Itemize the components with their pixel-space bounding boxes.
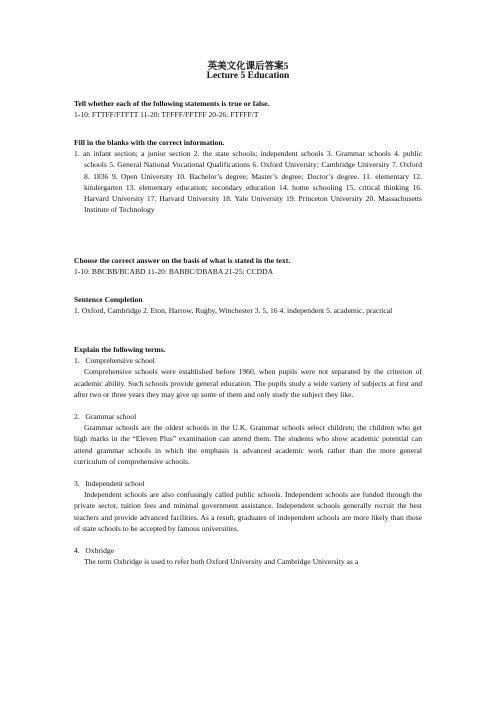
term-item bbox=[74, 478, 422, 534]
section-fill-blanks bbox=[74, 137, 422, 215]
term-title: 2. Grammar school bbox=[74, 412, 137, 422]
section-heading: Explain the following terms. bbox=[74, 345, 166, 354]
term-definition: Comprehensive schools were established before 1960, when pupils were not separated by the criterion of academic ability. Such schools provide general education. The pupils study a wide variety of subjects at first and after two or three years they may give up some of them and only study the subject they like. bbox=[74, 367, 422, 399]
section-explain-terms bbox=[74, 344, 422, 567]
term-definition: Independent schools are also confusingly called public schools. Independent schools are funded through the private sector, tuition fees and minimal government assistance. Independent schools generally recruit the best teachers and provide advanced facilities. As a result, graduates of independent schools are more likely than those of state schools to be accepted by famous universities. bbox=[74, 490, 422, 533]
section-sentence-completion bbox=[74, 294, 422, 316]
section-true-false bbox=[74, 98, 422, 120]
term-item bbox=[74, 545, 422, 567]
term-item bbox=[74, 411, 422, 467]
section-heading: Choose the correct answer on the basis of what is stated in the text. bbox=[74, 256, 291, 265]
document-title: Lecture 5 Education bbox=[206, 71, 290, 81]
answer-text: 1-10: FTTFF/FTFTT 11-20: TFFFF/FFTFF 20-26: FTFFF/T bbox=[74, 110, 259, 120]
answer-text: 1. an infant section; a junior section 2. the state schools; independent schools 3. Grammar schools 4. public schools 5. General National Vocational Qualifications 6. Oxford University; Cambridge University 7. Oxford 8. 1836 9. Open University 10. Bachelor’s degree; Master’s degree; Doctor’s degree. 11. elementary 12. kindergarten 13. elementary education; secondary education 14. home schooling 15. critical thinking 16. Harvard University 17. Harvard University 18. Yale University 19. Princeton University 20. Massachusetts Institute of Technology bbox=[74, 149, 422, 215]
term-item bbox=[74, 355, 422, 400]
section-multiple-choice bbox=[74, 255, 422, 277]
term-title: 1. Comprehensive school bbox=[74, 356, 155, 366]
document-title-chinese: 英美文化课后答案5 bbox=[207, 62, 289, 72]
term-title: 4. Oxbridge bbox=[74, 546, 115, 556]
answer-text: 1-10: BBCBB/BCABD 11-20: BABBC/DBABA 21-25: CCDDA bbox=[74, 267, 274, 277]
term-definition: The term Oxbridge is used to refer both Oxford University and Cambridge University as a bbox=[84, 557, 359, 567]
answer-text: 1. Oxford, Cambridge 2. Eton, Harrow, Rugby, Winchester 3. 5, 16 4. independent 5. academic, practical bbox=[74, 306, 393, 316]
term-definition: Grammar schools are the oldest schools in the U.K. Grammar schools select children; the children who get high marks in the “Eleven Plus” examination can attend them. The students who show academic potential can attend grammar schools in which the emphasis is advanced academic work rather than the more general curriculum of comprehensive schools. bbox=[74, 423, 422, 466]
section-heading: Fill in the blanks with the correct information. bbox=[74, 138, 225, 147]
section-heading: Sentence Completion bbox=[74, 295, 143, 304]
section-heading: Tell whether each of the following statements is true or false. bbox=[74, 99, 270, 108]
term-title: 3. Independent school bbox=[74, 479, 145, 489]
